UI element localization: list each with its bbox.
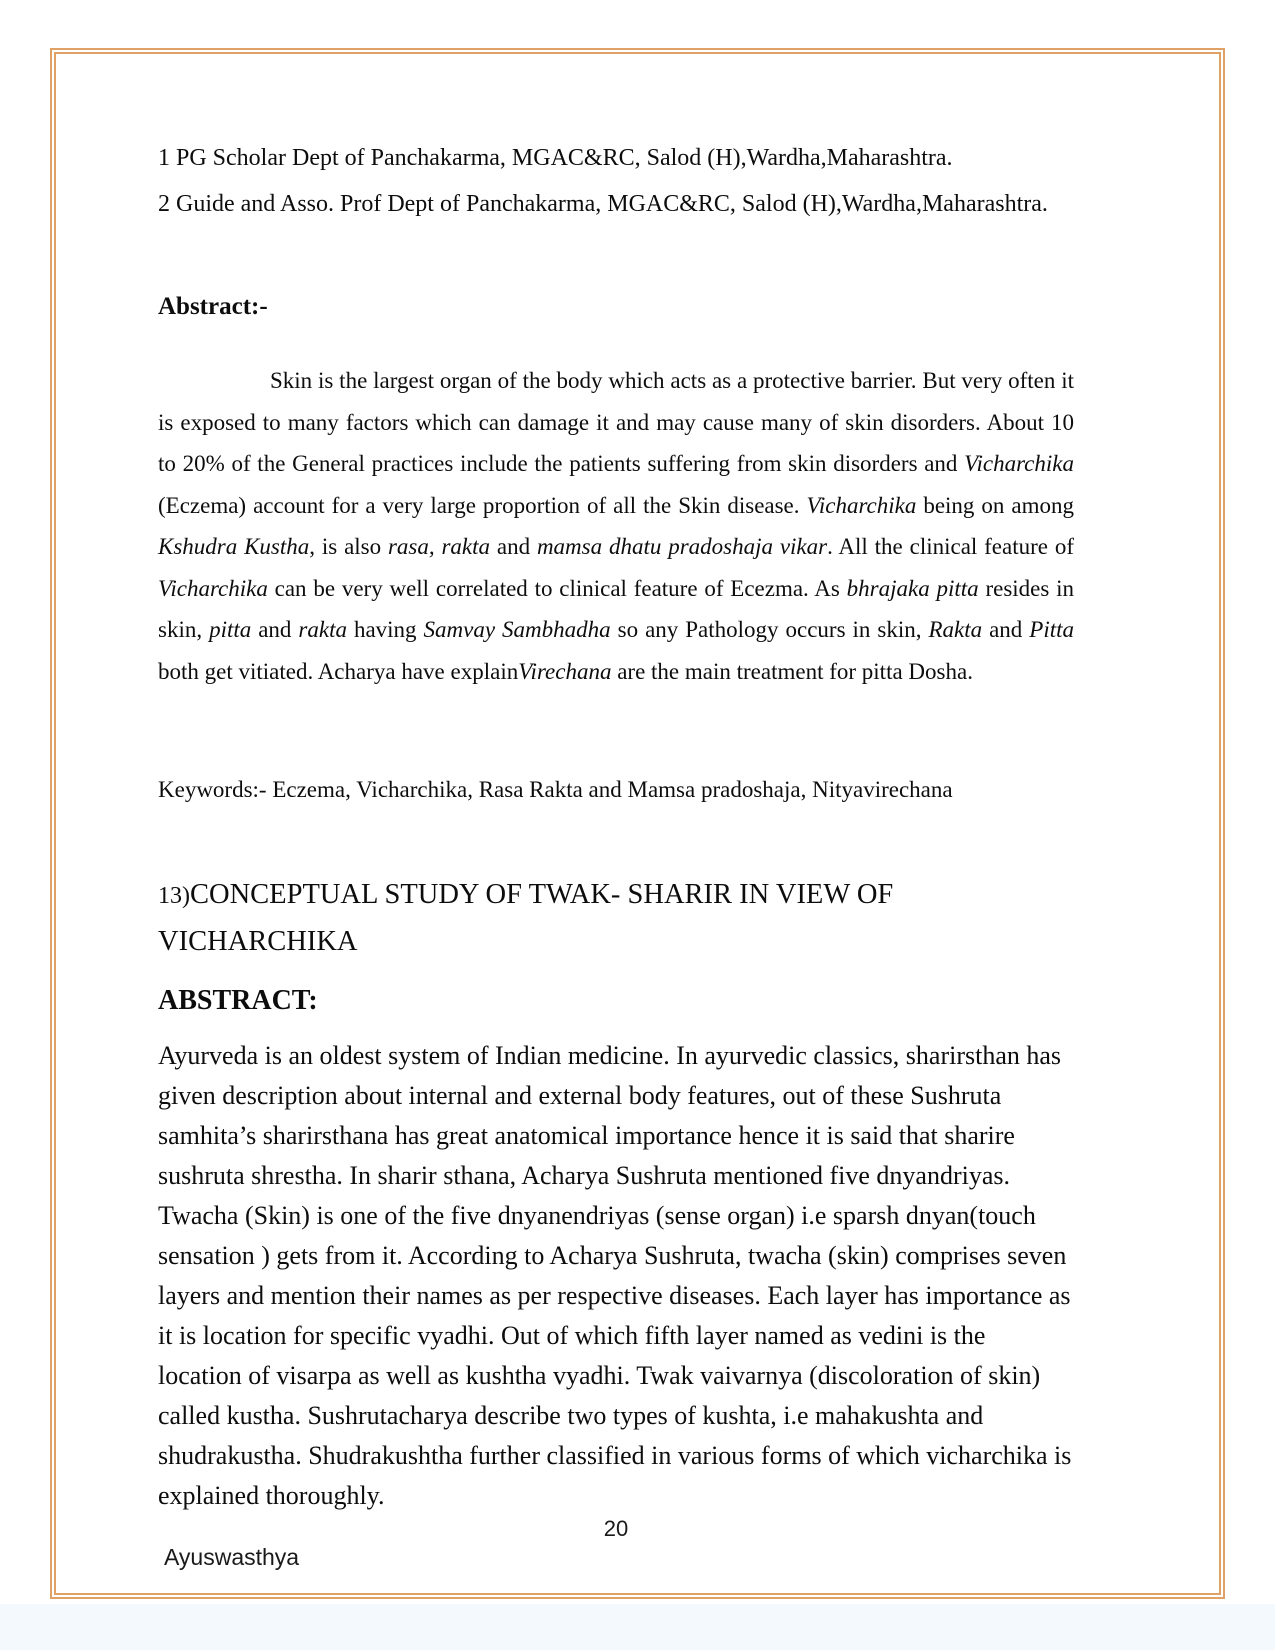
study-abstract-heading: ABSTRACT: <box>158 985 318 1016</box>
page-number: 20 <box>603 1516 629 1541</box>
study-title-text: CONCEPTUAL STUDY OF TWAK- SHARIR IN VIEW OF VICHARCHIKA <box>158 879 894 957</box>
affiliation-line-2: 2 Guide and Asso. Prof Dept of Panchakarma, MGAC&RC, Salod (H),Wardha,Maharashtra. <box>158 191 1048 217</box>
page-bottom-strip <box>0 1604 1275 1650</box>
keywords-line: Keywords:- Eczema, Vicharchika, Rasa Rakta and Mamsa pradoshaja, Nityavirechana <box>158 777 953 802</box>
abstract-paragraph: Skin is the largest organ of the body which acts as a protective barrier. But very often it is exposed to many factors which can damage it and may cause many of skin disorders. About 10 to 20% of the General practices include the patients suffering from skin disorders and Vicharchika (Eczema) account for a very large proportion of all the Skin disease. Vicharchika being on among Kshudra Kustha, is also rasa, rakta and mamsa dhatu pradoshaja vikar. All the clinical feature of Vicharchika can be very well correlated to clinical feature of Ecezma. As bhrajaka pitta resides in skin, pitta and rakta having Samvay Sambhadha so any Pathology occurs in skin, Rakta and Pitta both get vitiated. Acharya have explainVirechana are the main treatment for pitta Dosha. <box>158 368 1075 684</box>
footer-brand: Ayuswasthya <box>164 1544 300 1570</box>
study-title <box>158 872 1074 964</box>
affiliation-line-1: 1 PG Scholar Dept of Panchakarma, MGAC&RC, Salod (H),Wardha,Maharashtra. <box>158 145 953 171</box>
study-paragraph: Ayurveda is an oldest system of Indian medicine. In ayurvedic classics, sharirsthan has given description about internal and external body features, out of these Sushruta samhita’s sharirsthana has great anatomical importance hence it is said that sharire sushruta shrestha. In sharir sthana, Acharya Sushruta mentioned five dnyandriyas. Twacha (Skin) is one of the five dnyanendriyas (sense organ) i.e sparsh dnyan(touch sensation ) gets from it. According to Acharya Sushruta, twacha (skin) comprises seven layers and mention their names as per respective diseases. Each layer has importance as it is location for specific vyadhi. Out of which fifth layer named as vedini is the location of visarpa as well as kushtha vyadhi. Twak vaivarnya (discoloration of skin) called kustha. Sushrutacharya describe two types of kushta, i.e mahakushta and shudrakustha. Shudrakushtha further classified in various forms of which vicharchika is explained thoroughly. <box>158 1041 1072 1510</box>
abstract-heading: Abstract:- <box>158 293 268 320</box>
study-title-number: 13) <box>158 883 190 909</box>
